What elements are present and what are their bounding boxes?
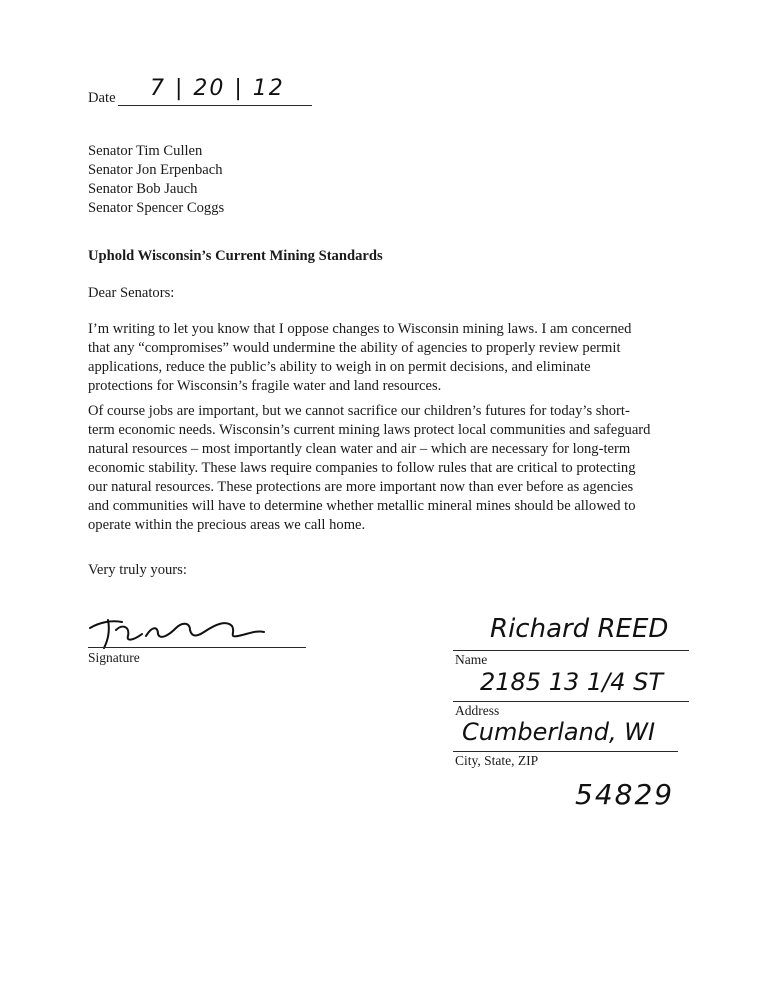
paragraph-line: protections for Wisconsin’s fragile water and land resources. [88,378,442,394]
name-label: Name [455,652,488,667]
recipient: Senator Bob Jauch [88,181,198,197]
zip-value: 54829 [575,778,675,811]
city-label: City, State, ZIP [455,753,539,768]
date-value: 7 | 20 | 12 [150,76,285,101]
paragraph-line: I’m writing to let you know that I oppose changes to Wisconsin mining laws. I am concerned [88,321,632,337]
signature-label: Signature [88,650,140,665]
paragraph-line: operate within the precious areas we call home. [88,517,366,533]
recipient-list [88,142,224,218]
paragraph-line: economic stability. These laws require companies to follow rules that are critical to protecting [88,460,636,476]
address-value: 2185 13 1/4 ST [480,668,664,696]
address-label: Address [455,703,500,718]
paragraph-line: applications, reduce the public’s ability to weigh in on permit decisions, and eliminate [88,359,591,375]
name-line [453,650,689,651]
salutation: Dear Senators: [88,285,175,301]
paragraph-line: our natural resources. These protections are more important now than ever before as agencies [88,479,634,495]
name-value: Richard REED [490,614,669,644]
address-line [453,701,689,702]
paragraph-line: Of course jobs are important, but we cannot sacrifice our children’s futures for today’s short- [88,403,630,419]
paragraph-line: natural resources – most importantly clean water and air – which are necessary for long-term [88,441,631,457]
signature-scribble [86,606,276,652]
closing: Very truly yours: [88,562,187,578]
date-label: Date [88,90,116,106]
date-line [118,105,312,106]
recipient: Senator Jon Erpenbach [88,162,223,178]
signature-line [88,647,306,648]
paragraph-line: that any “compromises” would undermine the ability of agencies to properly review permit [88,340,621,356]
city-line [453,751,678,752]
recipient: Senator Spencer Coggs [88,200,225,216]
paragraph-1 [88,320,768,396]
paragraph-2 [88,402,768,535]
paragraph-line: and communities will have to determine whether metallic mineral mines should be allowed to [88,498,636,514]
recipient: Senator Tim Cullen [88,143,203,159]
paragraph-line: term economic needs. Wisconsin’s current mining laws protect local communities and safeguard [88,422,651,438]
city-value: Cumberland, WI [462,718,656,746]
subject-heading: Uphold Wisconsin’s Current Mining Standards [88,248,383,264]
